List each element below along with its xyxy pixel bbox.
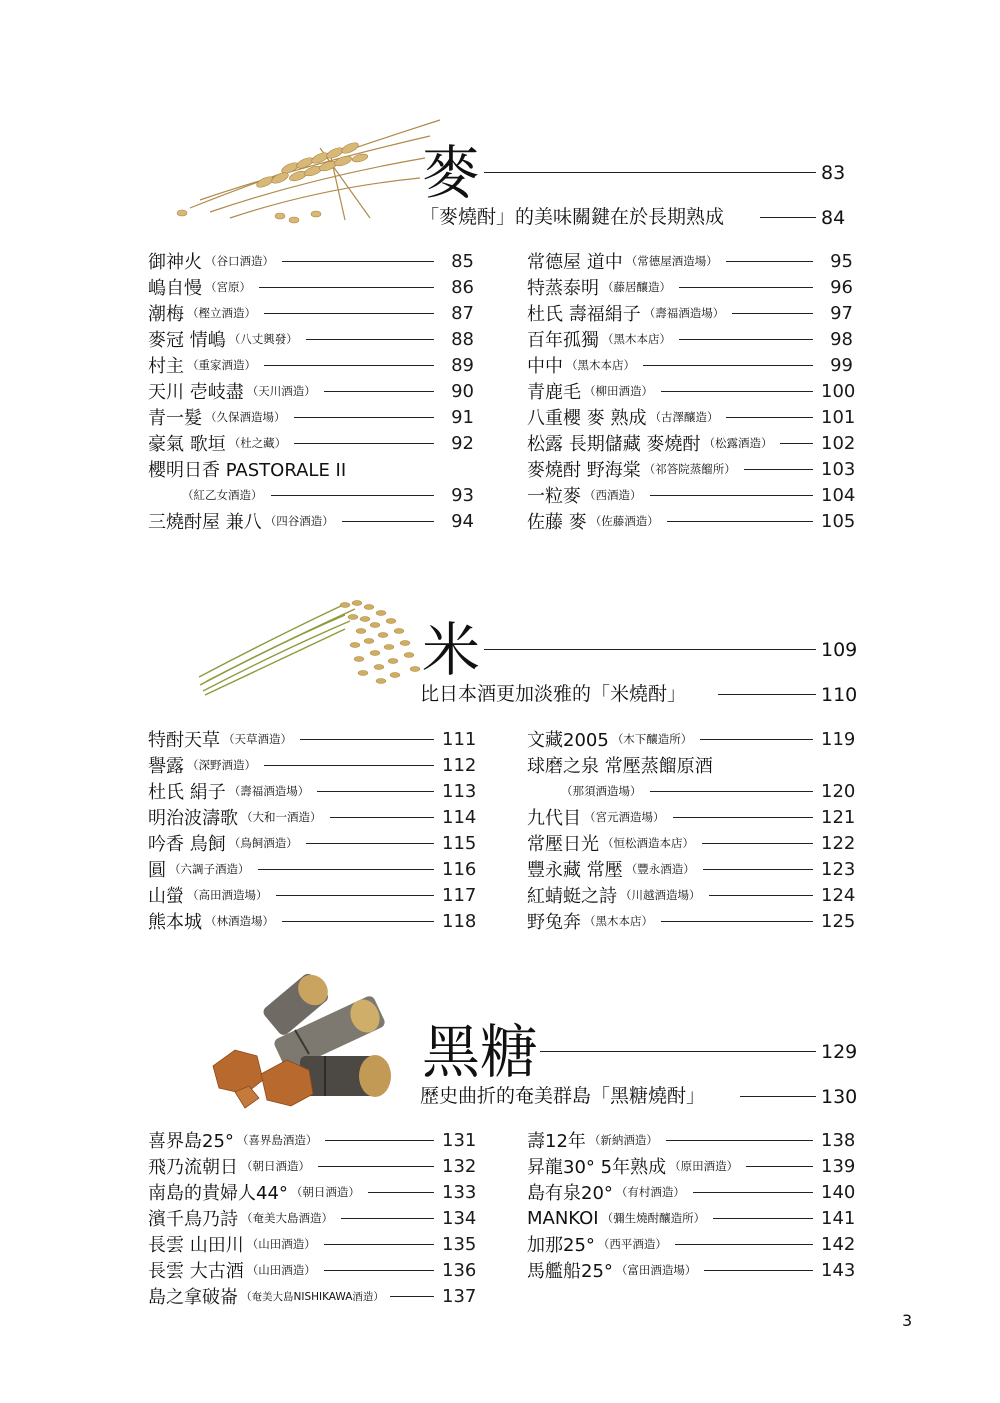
entry-page: 115 xyxy=(442,832,477,854)
entry-page: 123 xyxy=(821,858,856,880)
entry-producer: （松露酒造） xyxy=(703,436,773,450)
entry-name: 圓 xyxy=(148,860,166,881)
entry-producer: （柳田酒造） xyxy=(584,384,653,398)
title-page: 83 xyxy=(821,162,846,184)
entry-name: 長雲 大古酒 xyxy=(148,1261,244,1282)
entry-name: 山螢 xyxy=(148,886,184,907)
entry-page: 89 xyxy=(451,354,474,376)
entry-page: 112 xyxy=(442,754,477,776)
entry-name: 麥冠 情嶋 xyxy=(148,330,226,351)
toc-entry[interactable] xyxy=(527,1206,856,1230)
entry-page: 124 xyxy=(821,884,856,906)
entry-page: 93 xyxy=(451,484,474,506)
entry-name: 加那25° xyxy=(527,1235,595,1256)
entry-page: 122 xyxy=(821,832,856,854)
leader-line xyxy=(324,1244,434,1245)
entry-name: 櫻明日香 PASTORALE II xyxy=(148,460,347,481)
entry-name: 常壓日光 xyxy=(527,834,599,855)
entry-name: 八重櫻 麥 熟成 xyxy=(527,408,647,429)
entry-page: 94 xyxy=(451,510,474,532)
entry-producer: （那須酒造場） xyxy=(561,784,642,798)
entry-name: 天川 壱岐盡 xyxy=(148,382,244,403)
entry-name: 村主 xyxy=(148,356,184,377)
entry-page: 134 xyxy=(442,1207,477,1229)
leader-line xyxy=(675,1244,813,1245)
leader-line xyxy=(324,1270,434,1271)
entry-page: 141 xyxy=(821,1207,856,1229)
subtitle-page: 84 xyxy=(821,207,846,229)
entry-page: 133 xyxy=(442,1181,477,1203)
entry-producer: （四谷酒造） xyxy=(264,514,334,528)
entry-producer: （八丈興發） xyxy=(228,332,298,346)
toc-entry[interactable] xyxy=(527,1154,856,1178)
entry-page: 87 xyxy=(451,302,474,324)
entry-page: 97 xyxy=(830,302,853,324)
entry-page: 92 xyxy=(451,432,474,454)
entry-name: 島之拿破崙 xyxy=(148,1287,238,1308)
entry-name: 麥燒酎 野海棠 xyxy=(527,460,641,481)
entry-producer: （高田酒造場） xyxy=(187,888,268,902)
entry-producer: （豐永酒造） xyxy=(625,862,695,876)
entry-page: 91 xyxy=(451,406,474,428)
leader-line xyxy=(325,1140,434,1141)
entry-page: 102 xyxy=(821,432,856,454)
subtitle-leader xyxy=(740,1096,816,1097)
entry-producer: （古澤釀造） xyxy=(649,410,719,424)
entry-producer: （樫立酒造） xyxy=(187,306,256,320)
entry-producer: （山田酒造） xyxy=(246,1237,316,1251)
entry-page: 142 xyxy=(821,1233,856,1255)
entry-page: 113 xyxy=(442,780,477,802)
entry-name: 喜界島25° xyxy=(148,1131,234,1152)
entry-page: 131 xyxy=(442,1129,477,1151)
toc-entry[interactable] xyxy=(148,1154,477,1178)
entry-name: 杜氏 壽福絹子 xyxy=(527,304,641,325)
entry-name: 吟香 鳥飼 xyxy=(148,834,226,855)
entry-producer: （壽福酒造場） xyxy=(228,784,310,798)
entry-name: 青一髮 xyxy=(148,408,202,429)
entry-producer: （深野酒造） xyxy=(187,758,256,772)
entry-producer: （大和一酒造） xyxy=(241,810,322,824)
section-title: 麥 xyxy=(422,139,481,207)
entry-name: 特酎天草 xyxy=(148,730,220,751)
toc-entry[interactable] xyxy=(527,1232,856,1256)
title-leader xyxy=(540,1051,816,1052)
entry-page: 119 xyxy=(821,728,856,750)
entry-producer: （西平酒造） xyxy=(597,1237,667,1251)
entry-producer: （重家酒造） xyxy=(187,358,256,372)
entry-name: 飛乃流朝日 xyxy=(148,1157,238,1178)
entry-name: 球磨之泉 常壓蒸餾原酒 xyxy=(527,756,713,777)
section-subtitle: 歷史曲折的奄美群島「黑糖燒酎」 xyxy=(420,1085,706,1107)
entry-producer: （喜界島酒造） xyxy=(236,1133,318,1147)
entry-name: 百年孤獨 xyxy=(527,330,599,351)
leader-line xyxy=(666,1140,813,1141)
entry-producer: （壽福酒造場） xyxy=(643,306,725,320)
entry-producer: （原田酒造） xyxy=(669,1159,739,1173)
entry-name: MANKOI xyxy=(527,1207,599,1229)
entry-page: 101 xyxy=(821,406,856,428)
entry-page: 139 xyxy=(821,1155,856,1177)
leader-line xyxy=(390,1296,434,1297)
toc-entry[interactable] xyxy=(527,1180,856,1204)
entry-page: 120 xyxy=(821,780,856,802)
toc-entry[interactable] xyxy=(527,1258,856,1282)
entry-producer: （祁答院蒸餾所） xyxy=(643,462,736,476)
entry-name: 一粒麥 xyxy=(527,486,581,507)
entry-name: 壽12年 xyxy=(527,1131,586,1152)
entry-producer: （黑木本店） xyxy=(566,358,635,372)
entry-name: 南島的貴婦人44° xyxy=(148,1183,288,1204)
entry-page: 111 xyxy=(442,728,477,750)
entry-producer: （常德屋酒造場） xyxy=(625,254,718,268)
entry-name: 豪氣 歌垣 xyxy=(148,434,226,455)
entry-page: 121 xyxy=(821,806,856,828)
entry-producer: （恒松酒造本店） xyxy=(602,836,694,850)
entry-page: 114 xyxy=(442,806,477,828)
entry-name: 明治波濤歌 xyxy=(148,808,238,829)
entry-page: 137 xyxy=(442,1285,477,1307)
entry-producer: （木下釀造所） xyxy=(611,732,693,746)
entry-producer: （朝日酒造） xyxy=(290,1185,360,1199)
entry-page: 103 xyxy=(821,458,856,480)
section-title: 黑糖 xyxy=(422,1018,539,1086)
entry-page: 99 xyxy=(830,354,853,376)
entry-producer: （林酒造場） xyxy=(205,914,274,928)
entry-page: 116 xyxy=(442,858,477,880)
subtitle-page: 130 xyxy=(821,1086,858,1108)
entry-name: 馬艦船25° xyxy=(527,1261,613,1282)
entry-page: 98 xyxy=(830,328,853,350)
entry-producer: （彌生燒酎釀造所） xyxy=(601,1211,706,1225)
title-page: 109 xyxy=(821,639,858,661)
leader-line xyxy=(693,1192,813,1193)
entry-name: 文藏2005 xyxy=(527,730,609,751)
entry-producer: （山田酒造） xyxy=(246,1263,316,1277)
entry-name: 御神火 xyxy=(148,252,202,273)
entry-page: 136 xyxy=(442,1259,477,1281)
leader-line xyxy=(746,1166,813,1167)
leader-line xyxy=(713,1218,813,1219)
entry-page: 104 xyxy=(821,484,856,506)
toc-entry[interactable] xyxy=(148,1206,477,1230)
entry-producer: （藤居釀造） xyxy=(602,280,671,294)
entry-producer: （富田酒造場） xyxy=(615,1263,697,1277)
entry-name: 濱千鳥乃詩 xyxy=(148,1209,238,1230)
entry-name: 熊本城 xyxy=(148,912,202,933)
entry-page: 85 xyxy=(451,250,474,272)
entry-page: 125 xyxy=(821,910,856,932)
entry-producer: （奄美大島NISHIKAWA酒造） xyxy=(241,1290,384,1303)
entry-producer: （川越酒造場） xyxy=(620,888,701,902)
entry-name: 杜氏 絹子 xyxy=(148,782,226,803)
entry-name: 青鹿毛 xyxy=(527,382,581,403)
entry-page: 117 xyxy=(442,884,477,906)
toc-entry[interactable] xyxy=(148,1232,477,1256)
entry-page: 90 xyxy=(451,380,474,402)
toc-entry[interactable] xyxy=(148,1258,477,1282)
entry-page: 138 xyxy=(821,1129,856,1151)
entry-name: 九代目 xyxy=(527,808,581,829)
entry-producer: （谷口酒造） xyxy=(205,254,274,268)
entry-producer: （佐藤酒造） xyxy=(589,514,659,528)
sugarcane-illustration xyxy=(205,970,415,1120)
entry-page: 96 xyxy=(830,276,853,298)
entry-page: 105 xyxy=(821,510,856,532)
entry-producer: （天草酒造） xyxy=(223,732,292,746)
subtitle-page: 110 xyxy=(821,684,858,706)
entry-name: 紅蜻蜓之詩 xyxy=(527,886,617,907)
entry-producer: （久保酒造場） xyxy=(205,410,286,424)
section-subtitle: 「麥燒酎」的美味關鍵在於長期熟成 xyxy=(420,206,725,228)
entry-name: 中中 xyxy=(527,356,563,377)
toc-entry[interactable] xyxy=(148,1180,477,1204)
entry-page: 143 xyxy=(821,1259,856,1281)
leader-line xyxy=(318,1166,434,1167)
entry-page: 88 xyxy=(451,328,474,350)
toc-entry[interactable] xyxy=(148,1284,477,1308)
entry-producer: （朝日酒造） xyxy=(241,1159,310,1173)
toc-entry[interactable] xyxy=(148,1128,477,1152)
entry-name: 松露 長期儲藏 麥燒酎 xyxy=(527,434,701,455)
entry-producer: （黑木本店） xyxy=(584,914,653,928)
entry-page: 118 xyxy=(442,910,477,932)
entry-name: 特蒸泰明 xyxy=(527,278,599,299)
section-subtitle: 比日本酒更加淡雅的「米燒酎」 xyxy=(420,683,687,705)
entry-producer: （奄美大島酒造） xyxy=(241,1211,333,1225)
entry-page: 132 xyxy=(442,1155,477,1177)
entry-page: 135 xyxy=(442,1233,477,1255)
entry-name: 常德屋 道中 xyxy=(527,252,623,273)
entry-name: 嶋自慢 xyxy=(148,278,202,299)
entry-name: 譽露 xyxy=(148,756,184,777)
entry-page: 100 xyxy=(821,380,856,402)
entry-producer: （有村酒造） xyxy=(615,1185,685,1199)
entry-page: 86 xyxy=(451,276,474,298)
entry-producer: （紅乙女酒造） xyxy=(182,488,263,502)
entry-name: 潮梅 xyxy=(148,304,184,325)
entry-name: 豐永藏 常壓 xyxy=(527,860,623,881)
entry-producer: （新納酒造） xyxy=(588,1133,658,1147)
entry-producer: （鳥飼酒造） xyxy=(228,836,298,850)
entry-name: 島有泉20° xyxy=(527,1183,613,1204)
leader-line xyxy=(704,1270,813,1271)
leader-line xyxy=(368,1192,434,1193)
entry-producer: （宮原） xyxy=(205,280,251,294)
page-number: 3 xyxy=(902,1311,913,1330)
entry-producer: （宮元酒造場） xyxy=(584,810,665,824)
leader-line xyxy=(341,1218,434,1219)
entry-producer: （六調子酒造） xyxy=(169,862,250,876)
entry-name: 佐藤 麥 xyxy=(527,512,587,533)
entry-name: 野兔奔 xyxy=(527,912,581,933)
title-page: 129 xyxy=(821,1041,858,1063)
entry-name: 昇龍30° 5年熟成 xyxy=(527,1157,667,1178)
entry-name: 長雲 山田川 xyxy=(148,1235,244,1256)
entry-producer: （天川酒造） xyxy=(246,384,316,398)
entry-page: 140 xyxy=(821,1181,856,1203)
entry-name: 三燒酎屋 兼八 xyxy=(148,512,262,533)
entry-page: 95 xyxy=(830,250,853,272)
entry-producer: （黑木本店） xyxy=(602,332,671,346)
section-title: 米 xyxy=(422,616,481,684)
entry-producer: （杜之藏） xyxy=(228,436,287,450)
entry-producer: （西酒造） xyxy=(584,488,642,502)
toc-entry[interactable] xyxy=(527,1128,856,1152)
